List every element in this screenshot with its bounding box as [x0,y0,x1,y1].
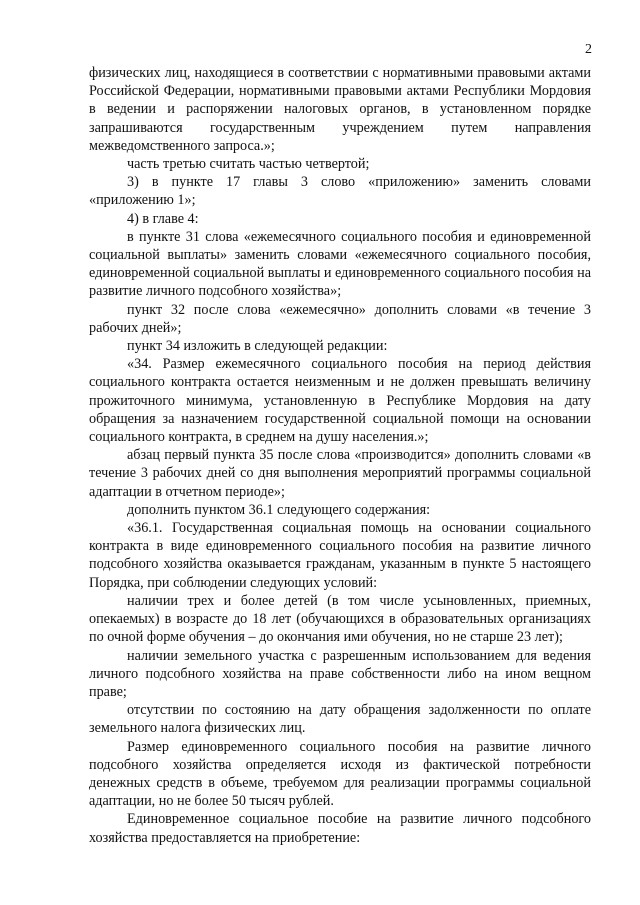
paragraph: часть третью считать частью четвертой; [127,156,370,173]
paragraph: Размер единовременного социального пособия на развитие личного подсобного хозяйства определяется исходя из фактической потребности денежных средств в объеме, требуемом для реализации программы социальной адаптации, но не более 50 тысяч рублей. [89,738,591,810]
paragraph: физических лиц, находящиеся в соответствии с нормативными правовыми актами Российской Федерации, нормативными правовыми актами Республики Мордовия в ведении и распоряжении налоговых органов, в установленном порядке запрашиваются государственным учреждением путем направления межведомственного запроса.»; [89,65,591,154]
document-body [89,64,591,847]
paragraph: 3) в пункте 17 главы 3 слово «приложению» заменить словами «приложению 1»; [89,174,591,209]
paragraph: пункт 32 после слова «ежемесячно» дополнить словами «в течение 3 рабочих дней»; [89,301,591,336]
paragraph: отсутствии по состоянию на дату обращения задолженности по оплате земельного налога физических лиц. [89,702,591,737]
page-number: 2 [585,42,592,57]
paragraph: «36.1. Государственная социальная помощь на основании социального контракта в виде единовременного социального пособия на развитие личного подсобного хозяйства оказывается гражданам, указанным в пункте 5 настоящего Порядка, при соблюдении следующих условий: [89,520,591,591]
paragraph: пункт 34 изложить в следующей редакции: [127,338,388,355]
paragraph: наличии трех и более детей (в том числе усыновленных, приемных, опекаемых) в возрасте до 18 лет (обучающихся в образовательных организациях по очной форме обучения – до окончания ими обучения, но не старше 23 лет); [89,592,591,646]
paragraph: в пункте 31 слова «ежемесячного социального пособия и единовременной социальной выплаты» заменить словами «ежемесячного социального пособия, единовременной социальной выплаты и единовременного социального пособия на развитие личного подсобного хозяйства»; [89,228,591,300]
paragraph: наличии земельного участка с разрешенным использованием для ведения личного подсобного хозяйства на праве собственности либо на ином вещном праве; [89,647,591,700]
paragraph: «34. Размер ежемесячного социального пособия на период действия социального контракта остается неизменным и не должен превышать величину прожиточного минимума, установленную в Республике Мордовия на дату обращения за назначением государственной социальной помощи на основании социального контракта, в среднем на душу населения.»; [89,356,591,446]
paragraph: 4) в главе 4: [127,210,199,227]
paragraph: абзац первый пункта 35 после слова «производится» дополнить словами «в течение 3 рабочих дней со дня выполнения мероприятий программы социальной адаптации в отчетном периоде»; [89,447,591,500]
paragraph: Единовременное социальное пособие на развитие личного подсобного хозяйства предоставляется на приобретение: [89,811,591,846]
paragraph: дополнить пунктом 36.1 следующего содержания: [127,501,431,518]
